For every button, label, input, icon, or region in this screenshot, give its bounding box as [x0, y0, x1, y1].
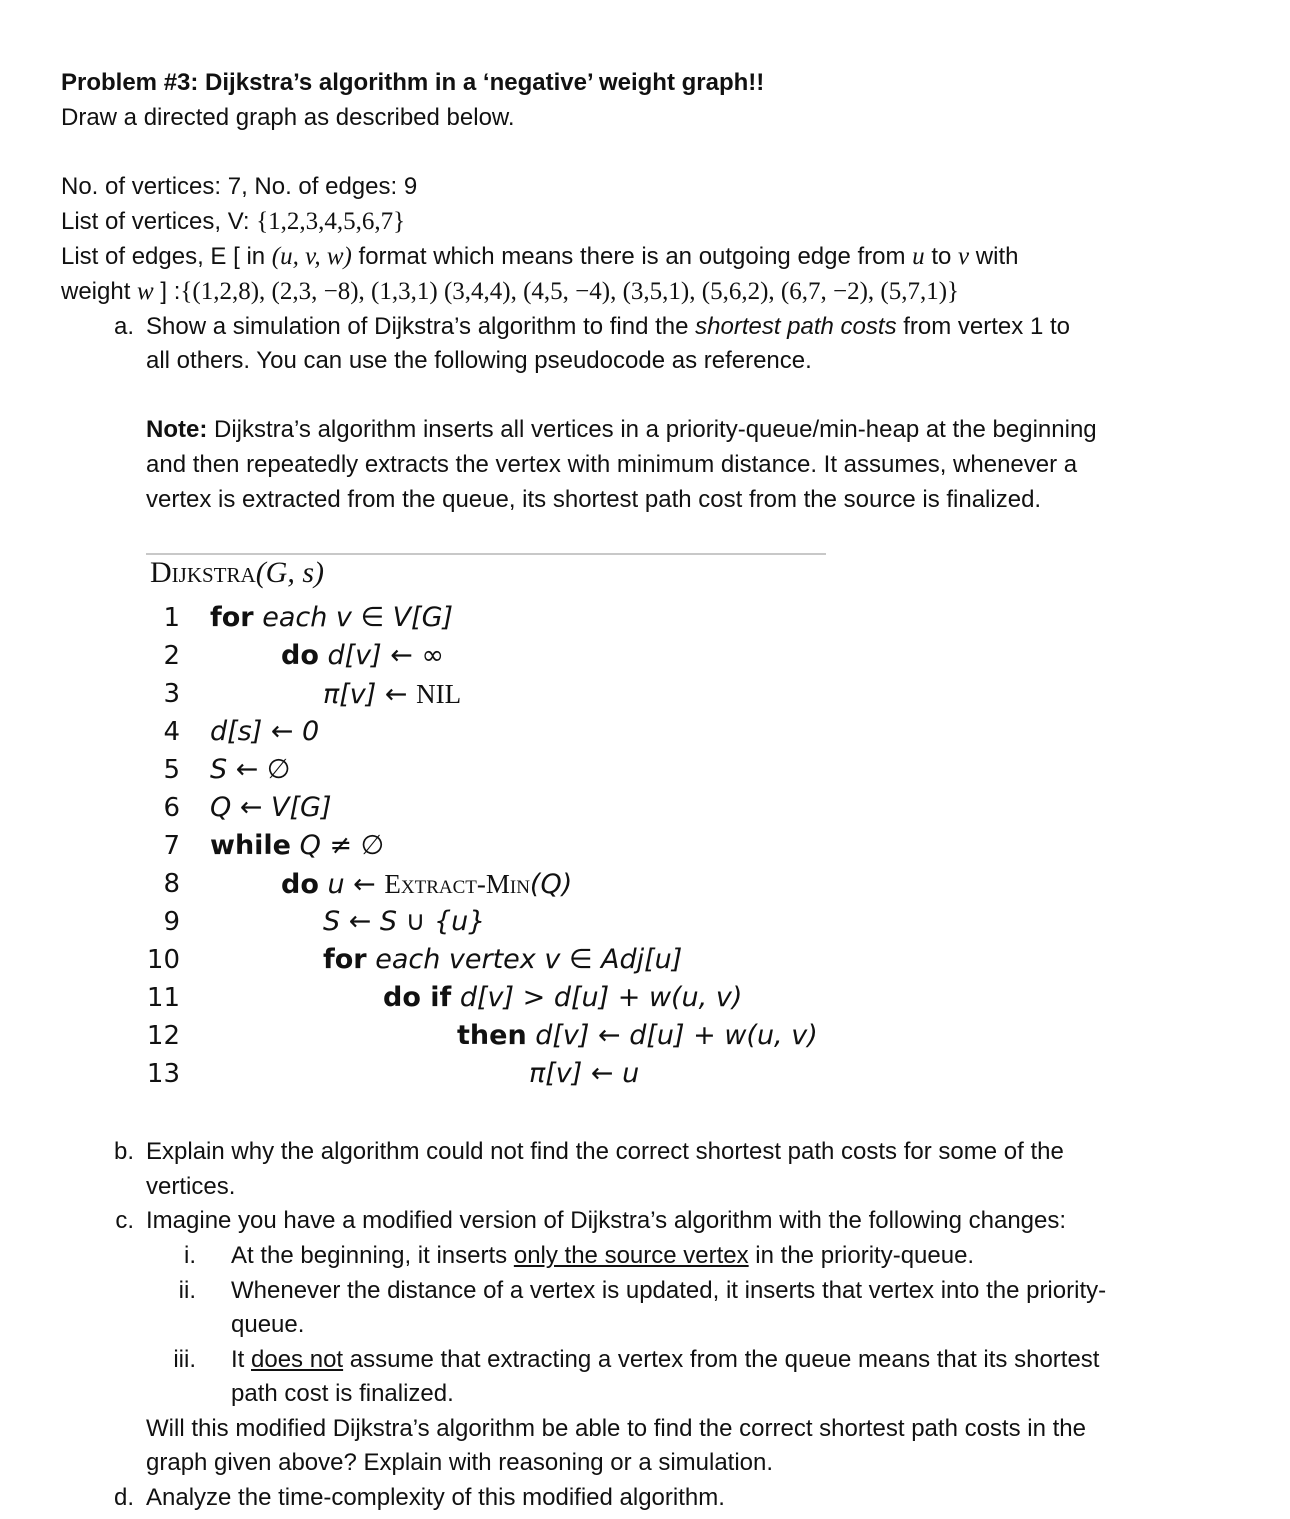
pseudo-line-number: 2 [163, 641, 180, 671]
algorithm-name: Dijkstra [150, 556, 256, 589]
problem-title: Problem #3: Dijkstra’s algorithm in a ‘negative’ weight graph!! [61, 69, 765, 96]
part-c-iii-line-1 [231, 1345, 1099, 1375]
part-c-i-underlined: only the source vertex [513, 1242, 749, 1269]
pseudocode-header [150, 555, 324, 592]
note-label: Note: [146, 416, 208, 443]
part-c-label: c. [115, 1207, 134, 1234]
pseudo-line-11 [383, 980, 742, 1016]
edge-var-w: w [137, 278, 154, 305]
pseudo-line-13: π[v] ← u [529, 1058, 640, 1089]
vertex-list [61, 207, 405, 237]
pseudo-line-2 [281, 638, 444, 674]
part-c-question-line-1: Will this modified Dijkstra’s algorithm be able to find the correct shortest path costs in the [146, 1415, 1086, 1442]
part-c-iii-label: iii. [173, 1346, 196, 1373]
part-c-iii-text-b: assume that extracting a vertex from the queue means that its shortest [343, 1346, 1100, 1373]
edge-list-text-d: with [969, 243, 1019, 270]
pseudo-line-11-text: d[v] > d[u] + w(u, v) [451, 982, 743, 1013]
note-line-3: vertex is extracted from the queue, its shortest path cost from the source is finalized. [146, 486, 1042, 513]
edge-list-bracket: ] : [153, 278, 181, 305]
part-a-label: a. [113, 313, 134, 340]
extract-min-fn: Extract-Min [384, 869, 530, 899]
pseudo-line-number: 13 [146, 1059, 180, 1089]
edge-list-text-c: to [924, 243, 959, 270]
pseudo-line-7 [210, 828, 384, 864]
pseudo-line-12 [457, 1018, 818, 1054]
edge-list-line-1 [61, 242, 1019, 272]
pseudo-nil: NIL [416, 679, 462, 709]
part-c-ii-line-1: Whenever the distance of a vertex is updated, it inserts that vertex into the priority- [231, 1277, 1107, 1304]
pseudo-line-number: 1 [163, 603, 180, 633]
edge-list-weight-label: weight [61, 278, 138, 305]
edge-list-line-2 [61, 277, 959, 307]
pseudo-line-8-args: (Q) [529, 869, 573, 900]
part-a-line-1 [146, 312, 1070, 342]
pseudo-line-7-text: Q ≠ ∅ [291, 830, 385, 861]
part-c-question-line-2: graph given above? Explain with reasoning or a simulation. [146, 1449, 774, 1476]
kw-for: for [210, 602, 254, 633]
pseudo-line-number: 8 [163, 869, 180, 899]
pseudo-line-8-text: u ← [318, 869, 385, 900]
part-c-i-text-a: At the beginning, it inserts [231, 1242, 514, 1269]
note-text-1: Dijkstra’s algorithm inserts all vertices in a priority-queue/min-heap at the beginning [207, 416, 1097, 443]
pseudo-line-5: S ← ∅ [210, 754, 291, 785]
part-c-intro: Imagine you have a modified version of Dijkstra’s algorithm with the following changes: [146, 1207, 1067, 1234]
pseudo-line-8 [281, 866, 572, 903]
kw-do: do [281, 869, 319, 900]
edge-list-text-b: format which means there is an outgoing edge from [351, 243, 913, 270]
pseudo-line-number: 9 [163, 907, 180, 937]
part-b-label: b. [113, 1138, 134, 1165]
part-a-text-a: Show a simulation of Dijkstra’s algorithm to find the [146, 313, 696, 340]
vertex-list-prefix: List of vertices, V: [61, 208, 257, 235]
pseudo-line-1 [210, 600, 453, 636]
pseudo-line-number: 12 [146, 1021, 180, 1051]
pseudo-line-6: Q ← V[G] [210, 792, 332, 823]
pseudo-line-number: 10 [146, 945, 180, 975]
part-c-i-text [231, 1241, 974, 1271]
kw-while: while [210, 830, 291, 861]
part-d-label: d. [113, 1484, 134, 1511]
pseudo-line-3 [323, 676, 461, 713]
part-c-i-text-b: in the priority-queue. [748, 1242, 975, 1269]
edge-format-tuple: (u, v, w) [271, 243, 352, 270]
part-c-ii-label: ii. [178, 1277, 196, 1304]
part-c-iii-underlined: does not [251, 1346, 344, 1373]
kw-do: do [281, 640, 319, 671]
pseudo-line-number: 11 [146, 983, 180, 1013]
edge-list-text-a: List of edges, E [ in [61, 243, 272, 270]
pseudo-line-number: 3 [163, 679, 180, 709]
pseudo-line-number: 6 [163, 793, 180, 823]
part-a-line-2: all others. You can use the following pseudocode as reference. [146, 347, 812, 374]
edge-var-u: u [912, 243, 925, 270]
pseudo-line-number: 4 [163, 717, 180, 747]
kw-do-if: do if [383, 982, 452, 1013]
problem-intro: Draw a directed graph as described below. [61, 104, 515, 131]
pseudo-line-number: 5 [163, 755, 180, 785]
part-b-line-2: vertices. [146, 1173, 236, 1200]
part-d-text: Analyze the time-complexity of this modified algorithm. [146, 1484, 725, 1511]
pseudo-line-1-text: each v ∈ V[G] [253, 602, 454, 633]
part-a-text-b: from vertex 1 to [896, 313, 1070, 340]
pseudo-line-9: S ← S ∪ {u} [323, 906, 486, 937]
part-c-ii-line-2: queue. [231, 1311, 305, 1338]
part-c-iii-text-a: It [231, 1346, 252, 1373]
pseudo-line-10 [323, 942, 682, 978]
pseudo-line-number: 7 [163, 831, 180, 861]
vertex-set: {1,2,3,4,5,6,7} [256, 208, 406, 235]
pseudo-line-3-text: π[v] ← [323, 679, 417, 710]
vertex-edge-counts: No. of vertices: 7, No. of edges: 9 [61, 173, 418, 200]
pseudo-line-2-text: d[v] ← ∞ [318, 640, 444, 671]
part-a-emphasis: shortest path costs [695, 313, 897, 340]
edge-var-v: v [958, 243, 970, 270]
edge-set: {(1,2,8), (2,3, −8), (1,3,1) (3,4,4), (4,5, −4), (3,5,1), (5,6,2), (6,7, −2), (5,7,1)} [180, 278, 960, 305]
note-line-2: and then repeatedly extracts the vertex with minimum distance. It assumes, whenever a [146, 451, 1078, 478]
pseudo-line-10-text: each vertex v ∈ Adj[u] [366, 944, 683, 975]
pseudo-line-12-text: d[v] ← d[u] + w(u, v) [526, 1020, 818, 1051]
pseudo-line-4: d[s] ← 0 [210, 716, 320, 747]
note-line-1 [146, 415, 1097, 445]
algorithm-args: (G, s) [255, 556, 325, 589]
part-c-iii-line-2: path cost is finalized. [231, 1380, 454, 1407]
part-c-i-label: i. [184, 1242, 196, 1269]
part-b-line-1: Explain why the algorithm could not find the correct shortest path costs for some of the [146, 1138, 1064, 1165]
kw-then: then [457, 1020, 527, 1051]
kw-for: for [323, 944, 367, 975]
